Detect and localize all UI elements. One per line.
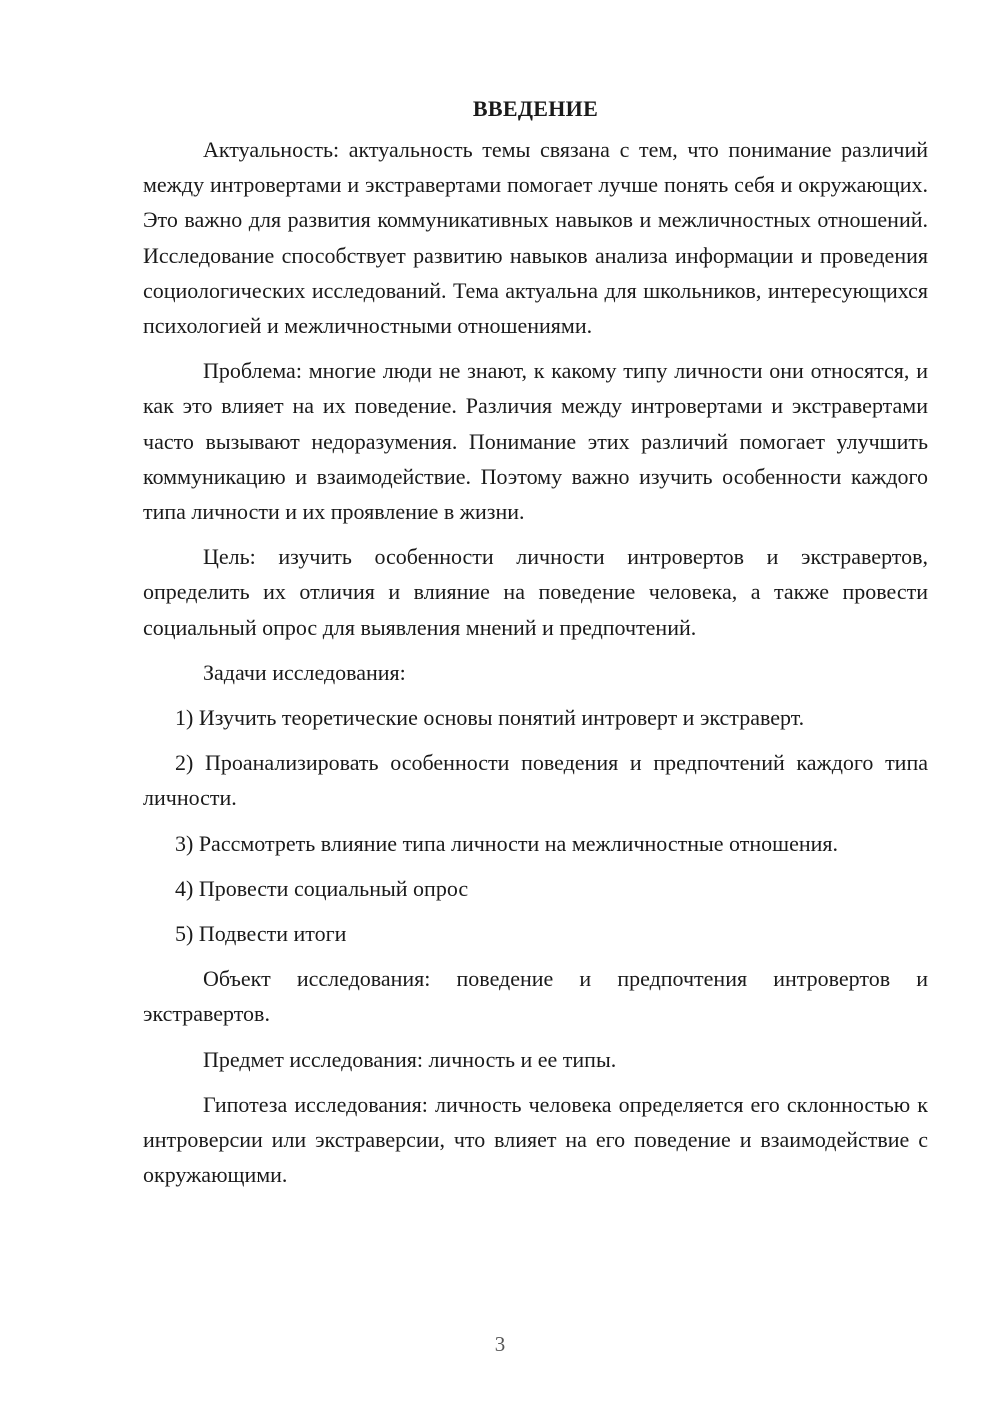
task-item-5: 5) Подвести итоги [175,921,347,947]
subject-paragraph: Предмет исследования: личность и ее типы. [203,1046,617,1072]
page-title: ВВЕДЕНИЕ [472,96,599,121]
task-item-2: 2) Проанализировать особенности поведения и предпочтений каждого типа личности. [143,750,928,811]
task-item-3: 3) Рассмотреть влияние типа личности на межличностные отношения. [175,830,839,856]
relevance-paragraph: Актуальность: актуальность темы связана с тем, что понимание различий между интровертами и экстравертами помогает лучше понять себя и окружающих. Это важно для развития коммуникативных навыков и межличностных отношений. Исследование способствует развитию навыков анализа информации и проведения социологических исследований. Тема актуальна для школьников, интересующихся психологией и межличностными отношениями. [143,137,928,339]
task-item-1: 1) Изучить теоретические основы понятий интроверт и экстраверт. [175,705,805,731]
task-item-4: 4) Провести социальный опрос [175,875,469,901]
object-paragraph: Объект исследования: поведение и предпочтения интровертов и экстравертов. [143,966,928,1027]
hypothesis-paragraph: Гипотеза исследования: личность человека определяется его склонностью к интроверсии или экстраверсии, что влияет на его поведение и взаимодействие с окружающими. [143,1091,928,1188]
page-number: 3 [494,1332,506,1356]
document-page [143,92,928,1202]
problem-paragraph: Проблема: многие люди не знают, к какому типу личности они относятся, и как это влияет на их поведение. Различия между интровертами и экстравертами часто вызывают недоразумения. Понимание этих различий помогает улучшить коммуникацию и взаимодействие. Поэтому важно изучить особенности каждого типа личности и их проявление в жизни. [143,358,928,525]
goal-paragraph: Цель: изучить особенности личности интровертов и экстравертов, определить их отличия и влияние на поведение человека, а также провести социальный опрос для выявления мнений и предпочтений. [143,544,928,640]
tasks-heading: Задачи исследования: [203,659,406,685]
